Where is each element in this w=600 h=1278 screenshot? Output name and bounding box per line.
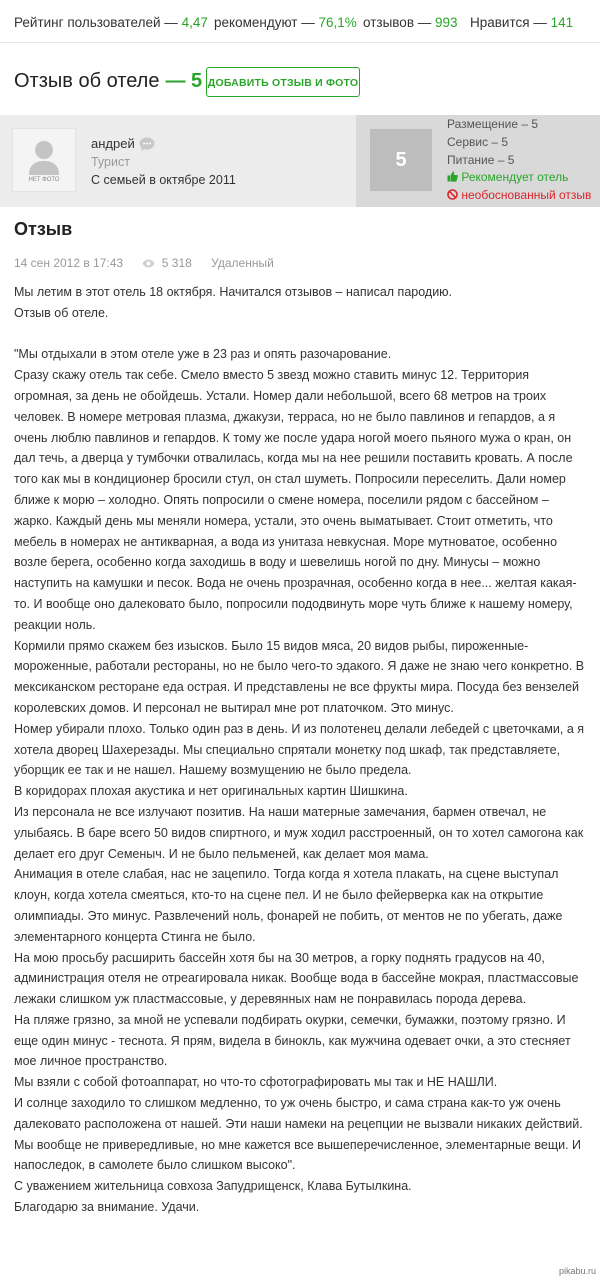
page-title-text: Отзыв об отеле (14, 70, 160, 92)
rating-service: Сервис – 5 (447, 135, 509, 149)
stat-recommend-label: рекомендуют — (214, 15, 315, 30)
review-paragraph: Мы взяли с собой фотоаппарат, но что-то сфотографировать мы так и НЕ НАШЛИ. (14, 1075, 498, 1090)
message-icon[interactable] (139, 137, 155, 151)
review-paragraph: Мы вообще не привередливые, но мне кажется все вышеперечисленное, элементарные вещи. И напоследок, в самолете было слишком высоко". (14, 1137, 582, 1173)
stats-bar (0, 0, 600, 43)
avatar-label: НЕТ ФОТО (28, 177, 60, 183)
review-paragraph: Отзыв об отеле. (14, 305, 109, 320)
watermark: pikabu.ru (558, 1266, 596, 1276)
review-paragraph: Кормили прямо скажем без изысков. Было 15 видов мяса, 20 видов рыбы, пироженные-мороженные, работали рестораны, но не было чего-то эдакого. Я даже не знаю чего конкретно. В мексиканском ресторане еда острая. И представлены не все фрукты мира. Посуда без вензелей королевских домов. И персонал не вытирал мне рот платочком. Это минус. (14, 638, 585, 715)
review-paragraph: И солнце заходило то слишком медленно, то уж очень быстро, и сама страна как-то уж очень далековато расположена от нашей. Эти наши намеки на рецепции не вызвали никаких действий. (14, 1096, 583, 1131)
review-paragraph: Сразу скажу отель так себе. Смело вместо 5 звезд можно ставить минус 12. Территория огромная, за день не обойдешь. Устали. Номер дали небольшой, всего 68 метров на троих человек. В номере метровая плазма, джакузи, терраса, но не было павлинов и гепардов, а я очень люблю павлинов и гепардов. К тому же после удара ногой моего пьяного мужа о кран, он дал течь, а дверца у тумбочки отвалилась, когда мы на нее решили поставить кровать. А после того как мы в кондиционер бросили стул, он стал шуметь. Попросили переселить. Дали номер ближе к морю – холодно. Опять попросили о смене номера, поселили рядом с бассейном – жарко. Каждый день мы меняли номера, устали, это очень выматывает. Стоит отметить, что мебель в номерах не антикварная, а вода из унитаза невкусная. Море мутноватое, особенно возле берега, особенно когда заходишь в воду и шевелишь ногой по дну. Минусы – можно наступить на камушки и песок. Вода не очень прозрачная, особенно когда в нее... желтая какая-то. И вообще оно далековато было, попросили пододвинуть море чуть ближе к нашему номеру, реакции ноль. (14, 368, 577, 632)
prohibited-icon (447, 189, 458, 200)
stat-rating-value: 4,47 (181, 15, 208, 30)
review-paragraph-blank (14, 324, 588, 345)
unfounded-label: необоснованный отзыв (461, 188, 592, 202)
review-paragraph: С уважением жительница совхоза Запудрищенск, Клава Бутылкина. (14, 1179, 412, 1194)
review-meta (14, 256, 274, 270)
stat-likes-value: 141 (550, 15, 574, 30)
review-views: 5 318 (161, 256, 192, 270)
review-paragraph: "Мы отдыхали в этом отеле уже в 23 раз и опять разочарование. (14, 347, 392, 362)
review-paragraph: Анимация в отеле слабая, нас не зацепило. Тогда когда я хотела плакать, на сцене выступал клоун, когда хотела смеяться, кто-то на сцене пел. И не было фейерверка как на открытие олимпиады. Это минус. Развлечений ноль, фонарей не побить, от ментов не по убегать, даже элементарного концерта Стинга не было. (14, 867, 563, 944)
unfounded-review-link[interactable] (447, 188, 591, 202)
stat-recommend (214, 15, 357, 30)
avatar[interactable] (12, 128, 76, 192)
stat-likes-label: Нравится — (470, 15, 547, 30)
page-title-score: — 5 (165, 70, 203, 92)
review-paragraph: На мою просьбу расширить бассейн хотя бы на 30 метров, а горку поднять градусов на 40, администрация отеля не отреагировала никак. Вообще вода в бассейне мокрая, пластмассовые лежаки слишком уж пластмассовые, у деревянных нам не понравилась порода дерева. (14, 950, 579, 1007)
author-role: Турист (91, 155, 130, 169)
recommends-hotel (447, 170, 568, 184)
stat-likes (470, 15, 573, 30)
thumbs-up-icon (447, 171, 458, 182)
stat-reviews-label: отзывов — (363, 15, 432, 30)
recommends-label: Рекомендует отель (461, 170, 569, 184)
rating-food: Питание – 5 (447, 153, 515, 167)
stat-recommend-value: 76,1% (318, 15, 357, 30)
page-title (14, 70, 202, 93)
review-body (14, 282, 588, 1218)
rating-placement: Размещение – 5 (447, 117, 539, 131)
overall-rating-badge: 5 (370, 129, 432, 191)
author-name[interactable]: андрей (91, 136, 135, 151)
stat-rating (14, 15, 208, 30)
review-paragraph: Мы летим в этот отель 18 октября. Начитался отзывов – написал пародию. (14, 285, 453, 299)
review-date: 14 сен 2012 в 17:43 (14, 256, 124, 270)
review-heading: Отзыв (14, 219, 73, 239)
add-review-button[interactable]: ДОБАВИТЬ ОТЗЫВ И ФОТО (206, 67, 360, 97)
review-paragraph: Из персонала не все излучают позитив. На наши матерные замечания, бармен отвечал, не улыбаясь. В баре всего 50 видов спиртного, и муж ходил расстроенный, он то хотел самогона как делает его друг Семеныч. И не было пельменей, как делает моя мама. (14, 804, 584, 861)
review-paragraph: В коридорах плохая акустика и нет оригинальных картин Шишкина. (14, 784, 408, 799)
review-paragraph: Благодарю за внимание. Удачи. (14, 1200, 200, 1215)
stat-reviews (363, 15, 458, 30)
author-bar (0, 115, 600, 207)
review-paragraph: На пляже грязно, за мной не успевали подбирать окурки, семечки, бумажки, поэтому грязно. И еще один минус - теснота. Я прям, видела в бинокль, как мужчина одевает очки, а это стесняет мое личное пространство. (14, 1012, 571, 1069)
author-trip: С семьей в октябре 2011 (91, 173, 236, 187)
eye-icon (142, 259, 155, 268)
review-status: Удаленный (211, 256, 274, 270)
title-row (0, 42, 600, 114)
stat-reviews-value: 993 (435, 15, 458, 30)
stat-rating-label: Рейтинг пользователей — (14, 15, 178, 30)
review-paragraph: Номер убирали плохо. Только один раз в день. И из полотенец делали лебедей с цветочками, а я хотела дворец Шахерезады. Мы специально спрятали монетку под шкаф, так представляете, уборщик ее так и не нашел. Нашему возмущению не было предела. (14, 721, 585, 778)
